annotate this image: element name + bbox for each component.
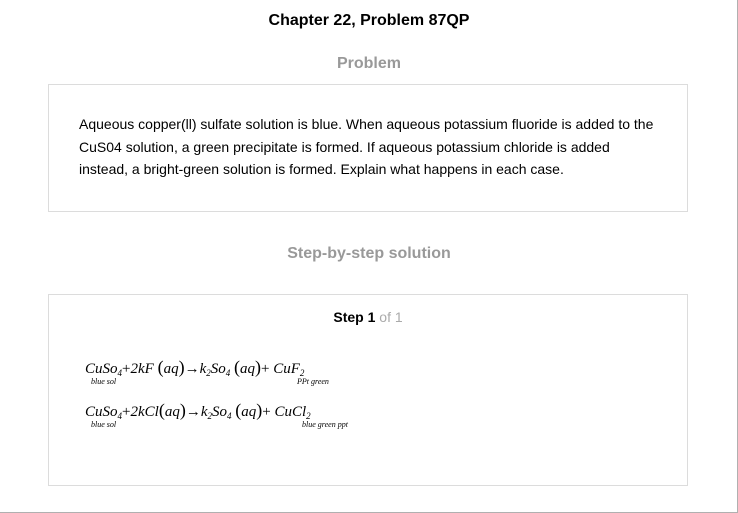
close-paren-icon: ) <box>179 400 186 420</box>
open-paren-icon: ( <box>233 357 240 377</box>
eq2-reactant1-sub: 4 <box>117 411 123 421</box>
eq1-product2-sub: 2 <box>299 368 305 378</box>
eq2-product2-sub: 2 <box>306 411 311 421</box>
equation-1-formula <box>85 357 304 378</box>
problem-text: Aqueous copper(ll) sulfate solution is blue. When aqueous potassium fluoride is added to the CuS04 solution, a green precipitate is formed. If aqueous potassium chloride is added instead, a bright-green solution is formed. Explain what happens in each case. <box>79 116 654 177</box>
eq2-note-right: blue green ppt <box>302 420 348 429</box>
close-paren-icon: ) <box>254 357 261 377</box>
eq1-product1-mid: So <box>210 361 226 377</box>
step-number: 1 <box>367 309 376 325</box>
open-paren-icon: ( <box>157 357 164 377</box>
reaction-arrow-icon: → <box>184 361 200 377</box>
plus-icon: + <box>122 361 131 377</box>
eq2-product1-state: aq <box>241 404 257 420</box>
eq1-product1-sub1: 2 <box>206 368 211 378</box>
step-label <box>49 309 687 325</box>
step-word: Step <box>333 309 364 325</box>
problem-card <box>48 84 688 212</box>
equation-2-formula <box>85 400 311 421</box>
eq1-note-left: blue sol <box>91 377 117 386</box>
eq1-reactant2: 2kF <box>130 361 154 377</box>
eq2-product1-mid: So <box>212 404 227 420</box>
eq2-product1: k <box>200 404 208 420</box>
eq2-reactant2-state: aq <box>164 404 180 420</box>
reaction-arrow-icon: → <box>185 404 201 420</box>
eq2-product2: CuCl <box>274 404 307 420</box>
step-of-total: of 1 <box>379 309 403 325</box>
plus-icon: + <box>122 404 131 420</box>
eq2-product1-sub2: 4 <box>227 411 232 421</box>
eq2-reactant2: 2kCl <box>130 404 159 420</box>
solution-heading: Step-by-step solution <box>287 245 451 262</box>
plus-icon: + <box>262 404 271 420</box>
eq1-product2: CuF <box>273 361 300 377</box>
close-paren-icon: ) <box>178 357 185 377</box>
eq1-reactant2-state: aq <box>163 361 179 377</box>
eq1-reactant1-sub: 4 <box>117 368 123 378</box>
solution-card <box>48 294 688 486</box>
page-title: Chapter 22, Problem 87QP <box>268 12 470 29</box>
eq1-reactant1: CuSo <box>85 361 118 377</box>
open-paren-icon: ( <box>235 400 242 420</box>
problem-heading: Problem <box>336 55 401 72</box>
eq1-product1: k <box>199 361 207 377</box>
close-paren-icon: ) <box>256 400 263 420</box>
eq2-note-left: blue sol <box>91 420 117 429</box>
eq1-product1-sub2: 4 <box>225 368 231 378</box>
open-paren-icon: ( <box>158 400 165 420</box>
plus-icon: + <box>260 361 270 377</box>
eq1-product1-state: aq <box>239 361 255 377</box>
eq2-product1-sub1: 2 <box>207 411 212 421</box>
eq2-reactant1: CuSo <box>85 404 118 420</box>
eq1-note-right: PPt green <box>297 377 329 386</box>
